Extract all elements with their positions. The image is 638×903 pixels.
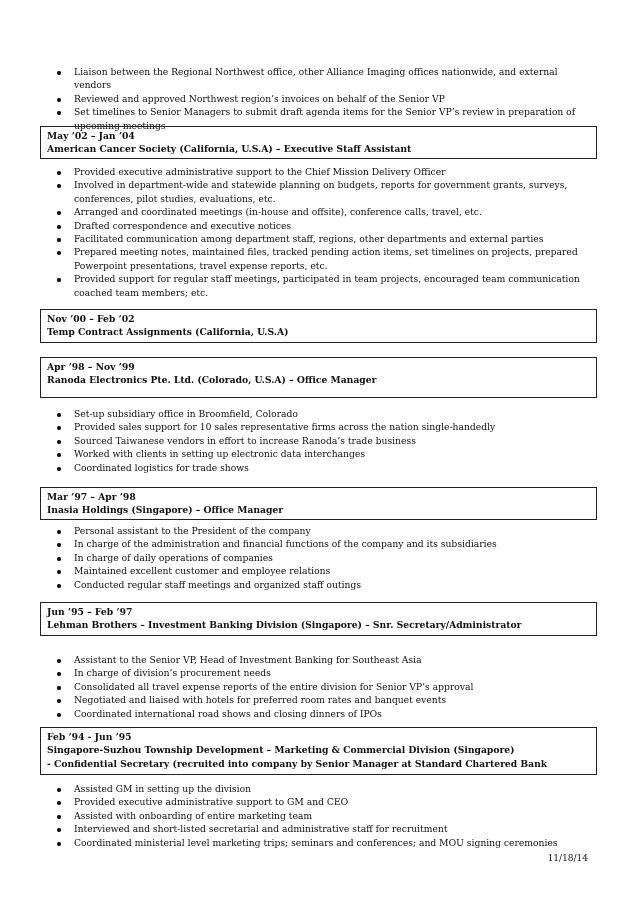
list-item: Involved in department-wide and statewide planning on budgets, reports for government grants, surveys, conferences, pilot studies, evaluations, etc.: [52, 179, 592, 206]
list-item: Provided sales support for 10 sales representative firms across the nation single-handedly: [52, 421, 592, 434]
section-title: American Cancer Society (California, U.S.A) – Executive Staff Assistant: [47, 144, 412, 156]
section-dates: Feb ’94 - Jun ’95: [47, 732, 132, 743]
bullet-icon: [57, 453, 61, 457]
section-bullet-list: [52, 525, 592, 592]
bullet-icon: [57, 557, 61, 561]
bullet-icon: [57, 530, 61, 534]
list-item: Set timelines to Senior Managers to submit draft agenda items for the Senior VP’s review in preparation of upcoming meetings: [52, 106, 592, 133]
list-item: Sourced Taiwanese vendors in effort to increase Ranoda’s trade business: [52, 435, 592, 448]
bullet-icon: [57, 815, 61, 819]
section-dates: Apr ’98 – Nov ’99: [47, 362, 135, 373]
bullet-icon: [57, 570, 61, 574]
list-item: Reviewed and approved Northwest region’s invoices on behalf of the Senior VP: [52, 93, 592, 106]
section-header-inasia-holdings: [40, 487, 597, 520]
bullet-icon: [57, 788, 61, 792]
list-item: Facilitated communication among department staff, regions, other departments and external parties: [52, 233, 592, 246]
list-item: Prepared meeting notes, maintained files, tracked pending action items, set timelines on projects, prepared Powerpoint presentations, travel expense reports, etc.: [52, 246, 592, 273]
list-item: Interviewed and short-listed secretarial and administrative staff for recruitment: [52, 823, 592, 836]
bullet-icon: [57, 686, 61, 690]
section-subtitle: - Confidential Secretary (recruited into company by Senior Manager at Standard Chartered Bank: [47, 758, 548, 770]
bullet-icon: [57, 278, 61, 282]
bullet-icon: [57, 828, 61, 832]
section-header-singapore-suzhou: [40, 727, 597, 775]
section-dates: Nov ’00 – Feb ’02: [47, 314, 135, 325]
footer-date: 11/18/14: [547, 854, 588, 864]
bullet-icon: [57, 71, 61, 75]
list-item: Provided support for regular staff meetings, participated in team projects, encouraged team communication coached team members; etc.: [52, 273, 592, 300]
bullet-icon: [57, 111, 61, 115]
section-header-lehman-brothers: [40, 602, 597, 636]
section-header-ranoda-electronics: [40, 357, 597, 398]
section-title: Inasia Holdings (Singapore) – Office Manager: [47, 505, 284, 517]
section-header-temp-contract: [40, 309, 597, 343]
list-item: Maintained excellent customer and employee relations: [52, 565, 592, 578]
section-bullet-list: [52, 654, 592, 721]
bullet-icon: [57, 440, 61, 444]
section-title: Lehman Brothers – Investment Banking Division (Singapore) – Snr. Secretary/Administrator: [47, 620, 522, 632]
list-item: In charge of daily operations of companies: [52, 552, 592, 565]
bullet-icon: [57, 801, 61, 805]
bullet-icon: [57, 238, 61, 242]
list-item: Conducted regular staff meetings and organized staff outings: [52, 579, 592, 592]
list-item: Provided executive administrative support to the Chief Mission Delivery Officer: [52, 166, 592, 179]
list-item: Coordinated international road shows and closing dinners of IPOs: [52, 708, 592, 721]
bullet-icon: [57, 426, 61, 430]
bullet-icon: [57, 251, 61, 255]
bullet-icon: [57, 98, 61, 102]
bullet-icon: [57, 184, 61, 188]
list-item: In charge of the administration and financial functions of the company and its subsidiaries: [52, 538, 592, 551]
section-title: Ranoda Electronics Pte. Ltd. (Colorado, U.S.A) – Office Manager: [47, 375, 377, 387]
list-item: Assisted GM in setting up the division: [52, 783, 592, 796]
bullet-icon: [57, 413, 61, 417]
list-item: Drafted correspondence and executive notices: [52, 220, 592, 233]
section-dates: Jun ’95 – Feb ’97: [47, 607, 133, 618]
list-item: Coordinated ministerial level marketing trips; seminars and conferences; and MOU signing ceremonies: [52, 837, 592, 850]
list-item: Provided executive administrative support to GM and CEO: [52, 796, 592, 809]
list-item: Assistant to the Senior VP, Head of Investment Banking for Southeast Asia: [52, 654, 592, 667]
bullet-icon: [57, 713, 61, 717]
bullet-icon: [57, 659, 61, 663]
list-item: Assisted with onboarding of entire marketing team: [52, 810, 592, 823]
list-item: Liaison between the Regional Northwest office, other Alliance Imaging offices nationwide, and external vendors: [52, 66, 592, 93]
bullet-icon: [57, 543, 61, 547]
bullet-icon: [57, 699, 61, 703]
bullet-icon: [57, 842, 61, 846]
list-item: Worked with clients in setting up electronic data interchanges: [52, 448, 592, 461]
list-item: Arranged and coordinated meetings (in-house and offsite), conference calls, travel, etc.: [52, 206, 592, 219]
bullet-icon: [57, 672, 61, 676]
section-dates: Mar ’97 – Apr ’98: [47, 492, 136, 503]
section-bullet-list: [52, 783, 592, 850]
list-item: Set-up subsidiary office in Broomfield, Colorado: [52, 408, 592, 421]
section-dates: May ’02 – Jan ’04: [47, 131, 135, 142]
section-bullet-list: [52, 166, 592, 300]
list-item: In charge of division’s procurement needs: [52, 667, 592, 680]
list-item: Personal assistant to the President of the company: [52, 525, 592, 538]
list-item: Coordinated logistics for trade shows: [52, 462, 592, 475]
bullet-icon: [57, 584, 61, 588]
section-header-american-cancer-society: [40, 126, 597, 159]
bullet-icon: [57, 171, 61, 175]
bullet-icon: [57, 225, 61, 229]
section-bullet-list: [52, 408, 592, 475]
list-item: Negotiated and liaised with hotels for preferred room rates and banquet events: [52, 694, 592, 707]
top-bullet-list: [52, 66, 592, 133]
bullet-icon: [57, 467, 61, 471]
list-item: Consolidated all travel expense reports of the entire division for Senior VP’s approval: [52, 681, 592, 694]
section-title: Temp Contract Assignments (California, U.S.A): [47, 327, 289, 339]
bullet-icon: [57, 211, 61, 215]
section-title: Singapore-Suzhou Township Development – Marketing & Commercial Division (Singapore): [47, 745, 515, 757]
